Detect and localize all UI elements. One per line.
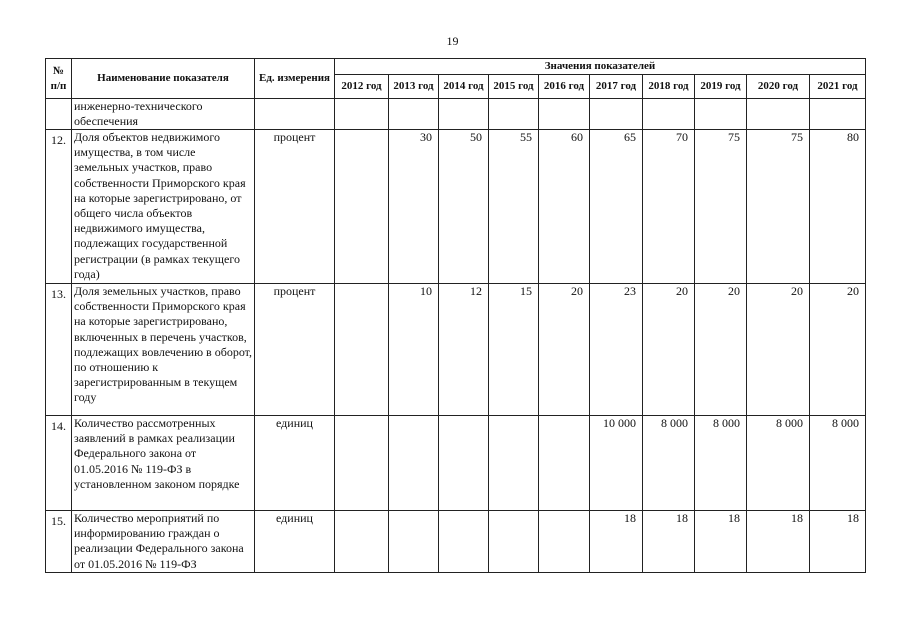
- cell-value: 8 000: [747, 416, 810, 511]
- cell-value: [335, 416, 389, 511]
- header-year: 2016 год: [539, 75, 590, 99]
- header-year: 2012 год: [335, 75, 389, 99]
- cell-value: 12: [439, 284, 489, 416]
- header-year: 2017 год: [590, 75, 643, 99]
- cell-value: 23: [590, 284, 643, 416]
- header-name: Наименование показателя: [72, 59, 255, 99]
- cell-value: [335, 130, 389, 284]
- cell-value: 18: [747, 511, 810, 573]
- header-values-group: Значения показателей: [335, 59, 866, 75]
- cell-value: 60: [539, 130, 590, 284]
- cell-value: 70: [643, 130, 695, 284]
- cell-value: 55: [489, 130, 539, 284]
- cell-value: 50: [439, 130, 489, 284]
- cell-value: [389, 416, 439, 511]
- cell-value: 75: [695, 130, 747, 284]
- header-year: 2020 год: [747, 75, 810, 99]
- cell-value: 8 000: [695, 416, 747, 511]
- cell-value: [539, 416, 590, 511]
- cell-value: 18: [695, 511, 747, 573]
- indicators-table: [45, 58, 866, 573]
- cell-num: 12.: [46, 130, 72, 284]
- cell-unit: процент: [255, 284, 335, 416]
- cell-value: 65: [590, 130, 643, 284]
- page-number: 19: [446, 34, 459, 48]
- table-row: [46, 416, 866, 511]
- header-year: 2014 год: [439, 75, 489, 99]
- cell-value: [439, 511, 489, 573]
- table-row: [46, 130, 866, 284]
- cell-unit: процент: [255, 130, 335, 284]
- header-year: 2015 год: [489, 75, 539, 99]
- header-year: 2013 год: [389, 75, 439, 99]
- cell-name: инженерно-технического обеспечения: [72, 99, 255, 130]
- cell-value: 8 000: [643, 416, 695, 511]
- cell-value: [335, 511, 389, 573]
- header-year: 2019 год: [695, 75, 747, 99]
- cell-value: 75: [747, 130, 810, 284]
- cell-value: 20: [539, 284, 590, 416]
- cell-num: 14.: [46, 416, 72, 511]
- cell-value: 20: [695, 284, 747, 416]
- cell-value: 18: [643, 511, 695, 573]
- cell-value: [439, 416, 489, 511]
- cell-num: 13.: [46, 284, 72, 416]
- table-row: [46, 284, 866, 416]
- cell-value: [489, 416, 539, 511]
- cell-value: 18: [810, 511, 866, 573]
- cell-value: 15: [489, 284, 539, 416]
- cell-value: 18: [590, 511, 643, 573]
- cell-name: Количество мероприятий по информированию граждан о реализации Федерального закона от 01.05.2016 № 119-ФЗ: [72, 511, 255, 573]
- cell-unit: [255, 99, 335, 130]
- table-row: [46, 511, 866, 573]
- cell-value: [389, 511, 439, 573]
- cell-value: 10 000: [590, 416, 643, 511]
- cell-unit: единиц: [255, 416, 335, 511]
- cell-value: 20: [810, 284, 866, 416]
- header-year: 2021 год: [810, 75, 866, 99]
- cell-value: [539, 511, 590, 573]
- cell-name: Доля объектов недвижимого имущества, в том числе земельных участков, право собственности Приморского края на которые зарегистрировано, от общего числа объектов недвижимого имущества, подлежащих государственной регистрации (в рамках текущего года): [72, 130, 255, 284]
- cell-num: 15.: [46, 511, 72, 573]
- cell-value: 80: [810, 130, 866, 284]
- cell-value: 20: [643, 284, 695, 416]
- cell-value: [489, 511, 539, 573]
- header-num: № п/п: [46, 59, 72, 99]
- cell-value: 30: [389, 130, 439, 284]
- cell-value: 8 000: [810, 416, 866, 511]
- header-unit: Ед. измерения: [255, 59, 335, 99]
- cell-value: 10: [389, 284, 439, 416]
- header-year: 2018 год: [643, 75, 695, 99]
- table-row-continuation: [46, 99, 866, 130]
- cell-unit: единиц: [255, 511, 335, 573]
- cell-num: [46, 99, 72, 130]
- cell-value: 20: [747, 284, 810, 416]
- cell-name: Доля земельных участков, право собственности Приморского края на которые зарегистрировано, включенных в перечень участков, подлежащих вовлечению в оборот, по отношению к зарегистрированным в текущем году: [72, 284, 255, 416]
- cell-value: [335, 284, 389, 416]
- cell-name: Количество рассмотренных заявлений в рамках реализации Федерального закона от 01.05.2016 № 119-ФЗ в установленном законом порядке: [72, 416, 255, 511]
